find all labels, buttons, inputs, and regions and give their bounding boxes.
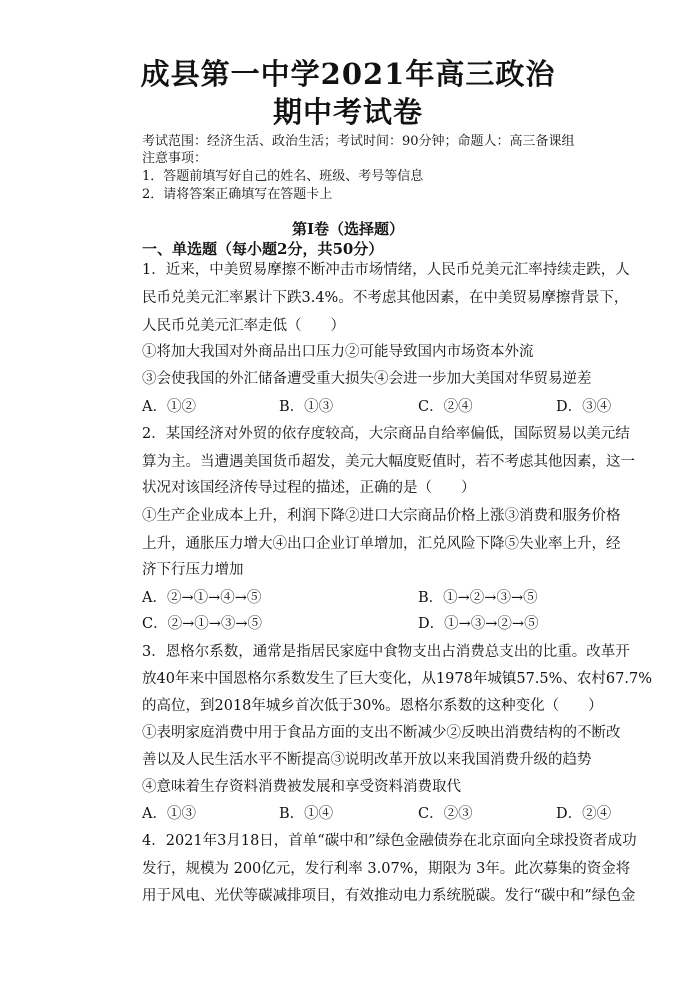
q1-line-3: 人民币兑美元汇率走低（ ）	[142, 318, 345, 334]
q4-line-3: 用于风电、光伏等碳减排项目，有效推动电力系统脱碳。发行“碳中和”绿色金	[142, 888, 636, 904]
q3-line-4: ①表明家庭消费中用于食品方面的支出不断减少②反映出消费结构的不断改	[142, 725, 621, 741]
exam-meta-notice-2: 2．请将答案正确填写在答题卡上	[142, 187, 333, 202]
q1-option-c: C．②④	[418, 399, 473, 415]
subsection-title: 一、单选题（每小题2分，共50分）	[142, 240, 384, 258]
q2-line-6: 济下行压力增加	[142, 562, 244, 578]
q1-option-a: A．①②	[142, 399, 196, 415]
exam-title-line1: 成县第一中学2021年高三政治	[140, 57, 556, 91]
q2-option-a: A．②→①→④→⑤	[142, 590, 262, 606]
q3-option-d: D．②④	[556, 806, 612, 822]
q2-option-d: D．①→③→②→⑤	[418, 616, 539, 632]
q3-line-2: 放40年来中国恩格尔系数发生了巨大变化，从1978年城镇57.5%、农村67.7%	[142, 671, 652, 687]
q3-line-6: ④意味着生存资料消费被发展和享受资料消费取代	[142, 779, 461, 795]
q3-option-a: A．①③	[142, 806, 196, 822]
q1-option-b: B．①③	[279, 399, 334, 415]
q3-line-1: 3．恩格尔系数，通常是指居民家庭中食物支出占消费总支出的比重。改革开	[142, 644, 630, 660]
q2-line-5: 上升，通胀压力增大④出口企业订单增加，汇兑风险下降⑤失业率上升，经	[142, 536, 621, 552]
exam-meta-notice-1: 1．答题前填写好自己的姓名、班级、考号等信息	[142, 169, 424, 184]
q2-line-2: 算为主。当遭遇美国货币超发，美元大幅度贬值时，若不考虑其他因素，这一	[142, 454, 635, 470]
q1-line-5: ③会使我国的外汇储备遭受重大损失④会进一步加大美国对华贸易逆差	[142, 371, 592, 387]
q3-line-3: 的高位，到2018年城乡首次低于30%。恩格尔系数的这种变化（ ）	[142, 698, 603, 714]
q1-line-1: 1．近来，中美贸易摩擦不断冲击市场情绪，人民币兑美元汇率持续走跌，人	[142, 262, 630, 278]
q4-line-2: 发行，规模为 200亿元，发行利率 3.07%，期限为 3年。此次募集的资金将	[142, 861, 631, 877]
q1-option-d: D．③④	[556, 399, 612, 415]
q4-line-1: 4．2021年3月18日，首单“碳中和”绿色金融债券在北京面向全球投资者成功	[142, 833, 637, 849]
q1-line-2: 民币兑美元汇率累计下跌3.4%。不考虑其他因素，在中美贸易摩擦背景下，	[142, 290, 629, 306]
q3-line-5: 善以及人民生活水平不断提高③说明改革开放以来我国消费升级的趋势	[142, 752, 592, 768]
q1-line-4: ①将加大我国对外商品出口压力②可能导致国内市场资本外流	[142, 344, 534, 360]
q2-line-3: 状况对该国经济传导过程的描述，正确的是（ ）	[142, 480, 476, 496]
q2-option-b: B．①→②→③→⑤	[418, 590, 538, 606]
q3-option-c: C．②③	[418, 806, 473, 822]
section-title: 第I卷（选择题）	[291, 220, 405, 238]
exam-title-line2: 期中考试卷	[272, 95, 423, 129]
q3-option-b: B．①④	[279, 806, 334, 822]
exam-meta-scope: 考试范围：经济生活、政治生活；考试时间：90分钟；命题人：高三备课组	[142, 134, 575, 149]
q2-line-1: 2．某国经济对外贸的依存度较高，大宗商品自给率偏低，国际贸易以美元结	[142, 426, 630, 442]
q2-option-c: C．②→①→③→⑤	[142, 616, 263, 632]
exam-meta-notice-heading: 注意事项：	[142, 151, 208, 166]
q2-line-4: ①生产企业成本上升，利润下降②进口大宗商品价格上涨③消费和服务价格	[142, 508, 621, 524]
